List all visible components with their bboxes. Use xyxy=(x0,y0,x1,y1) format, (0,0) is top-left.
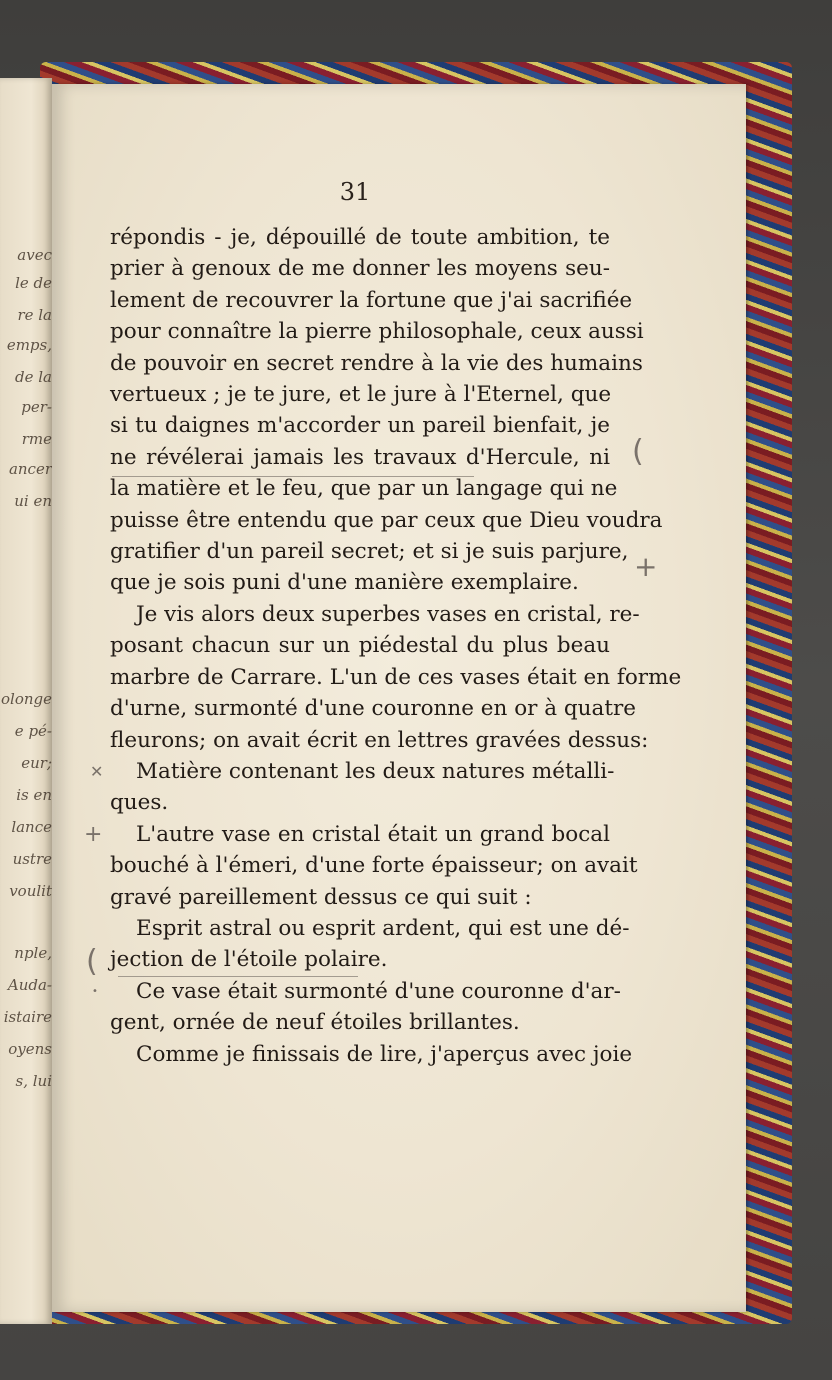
text-line: de pouvoir en secret rendre à la vie des humains xyxy=(110,350,643,376)
text-line: ques. xyxy=(110,790,169,816)
facing-page-fragment: rme xyxy=(21,430,52,448)
paragraph xyxy=(110,976,621,1039)
margin-cross-mark: + xyxy=(634,550,658,583)
margin-bracket-mark: ( xyxy=(632,434,644,469)
facing-page-edge xyxy=(0,78,52,1324)
facing-page-fragment: re la xyxy=(17,306,52,324)
text-line: L'autre vase en cristal était un grand bocal xyxy=(136,821,610,847)
text-line: posant chacun sur un piédestal du plus beau xyxy=(110,633,610,659)
body-text xyxy=(110,222,682,1070)
text-line: la matière et le feu, que par un langage qui ne xyxy=(110,476,618,502)
facing-page-fragment: ui en xyxy=(14,492,52,510)
facing-page-fragment: avec xyxy=(17,246,52,264)
text-line: Matière contenant les deux natures métalli- xyxy=(136,758,615,784)
paragraph xyxy=(110,1039,633,1070)
page-number: 31 xyxy=(339,178,371,206)
paragraph xyxy=(110,222,663,599)
facing-page-fragment: olonge xyxy=(1,690,52,708)
paragraph xyxy=(110,819,638,913)
facing-page-fragment: istaire xyxy=(3,1008,52,1026)
text-line: fleurons; on avait écrit en lettres gravées dessus: xyxy=(110,727,649,753)
text-line: jection de l'étoile polaire. xyxy=(110,947,388,973)
facing-page-fragment: e pé- xyxy=(14,722,52,740)
text-line: bouché à l'émeri, d'une forte épaisseur; on avait xyxy=(110,853,638,879)
text-line: pour connaître la pierre philosophale, ceux aussi xyxy=(110,319,644,345)
text-line: marbre de Carrare. L'un de ces vases était en forme xyxy=(110,664,682,690)
paragraph xyxy=(110,756,615,819)
text-line: Ce vase était surmonté d'une couronne d'ar- xyxy=(136,978,621,1004)
margin-dot-mark: • xyxy=(92,986,98,997)
facing-page-fragment: eur; xyxy=(21,754,52,772)
text-line: d'urne, surmonté d'une couronne en or à quatre xyxy=(110,696,636,722)
text-line: Je vis alors deux superbes vases en cristal, re- xyxy=(136,601,640,627)
margin-x-mark: ✕ xyxy=(90,762,104,781)
facing-page-fragment: ancer xyxy=(8,460,52,478)
margin-bracket-mark: ( xyxy=(86,944,98,979)
text-line: lement de recouvrer la fortune que j'ai sacrifiée xyxy=(110,287,633,313)
facing-page-fragment: lance xyxy=(11,818,52,836)
pencil-underline xyxy=(112,476,474,477)
facing-page-fragment: de la xyxy=(15,368,52,386)
text-line: Comme je finissais de lire, j'aperçus avec joie xyxy=(136,1041,633,1067)
text-line: prier à genoux de me donner les moyens seu- xyxy=(110,256,610,282)
facing-page-fragment: ustre xyxy=(12,850,52,868)
text-line: gravé pareillement dessus ce qui suit : xyxy=(110,884,532,910)
text-line: Esprit astral ou esprit ardent, qui est une dé- xyxy=(136,915,630,941)
facing-page-fragment: Auda- xyxy=(7,976,52,994)
text-line: si tu daignes m'accorder un pareil bienfait, je xyxy=(110,413,610,439)
text-line: gratifier d'un pareil secret; et si je suis parjure, xyxy=(110,539,629,565)
facing-page-fragment: is en xyxy=(16,786,52,804)
text-line: ne révélerai jamais les travaux d'Hercule, ni xyxy=(110,444,610,470)
paragraph xyxy=(110,599,682,756)
facing-page-fragment: oyens xyxy=(8,1040,52,1058)
facing-page-fragment: le de xyxy=(15,274,52,292)
text-line: que je sois puni d'une manière exemplaire. xyxy=(110,570,579,596)
facing-page-fragment: per- xyxy=(21,398,52,416)
paragraph xyxy=(110,913,630,976)
margin-cross-mark: + xyxy=(84,822,103,847)
facing-page-fragment: voulit xyxy=(9,882,52,900)
text-line: gent, ornée de neuf étoiles brillantes. xyxy=(110,1010,520,1036)
facing-page-fragment: nple, xyxy=(14,944,52,962)
facing-page-fragment: s, lui xyxy=(15,1072,52,1090)
facing-page-fragment: emps, xyxy=(6,336,52,354)
text-line: puisse être entendu que par ceux que Dieu voudra xyxy=(110,507,663,533)
text-line: vertueux ; je te jure, et le jure à l'Eternel, que xyxy=(110,382,612,408)
text-line: répondis - je, dépouillé de toute ambition, te xyxy=(110,225,610,250)
pencil-underline xyxy=(118,976,358,977)
